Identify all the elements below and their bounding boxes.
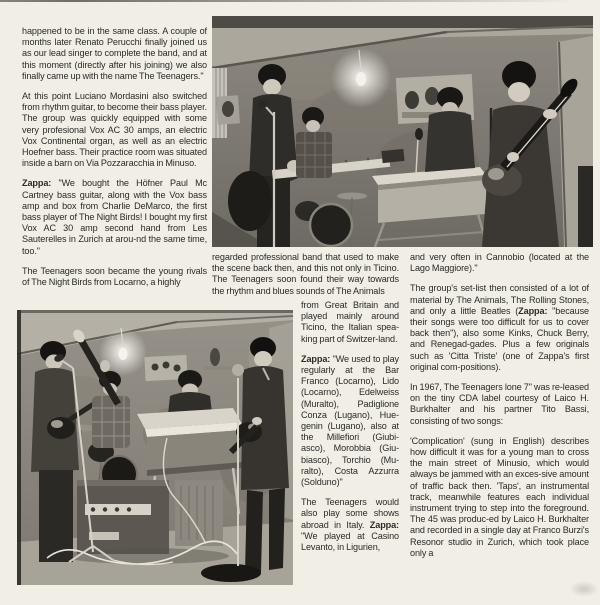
text-column-middle-narrow xyxy=(301,300,399,553)
band-photo-rehearsal xyxy=(17,310,293,585)
guitar-body xyxy=(482,164,522,196)
paragraph: In 1967, The Teenagers lone 7" was re-leased on the tiny CDA label courtesy of Laico H. Burkhalter and his partner Tito Bassi, consisting of two songs: xyxy=(410,382,589,426)
paragraph: At this point Luciano Mordasini also switched from rhythm guitar, to become their bass player. The group was quickly equipped with some very profesional Vox AC 30 amps, an electric Vox Continental organ, as well as an electric Hoefner bass. Their practice room was situated inside a barn on Via Pozzaracchia in Minuso. xyxy=(22,91,207,169)
band-photo-bottom-illustration xyxy=(17,310,293,585)
scan-edge-artifact xyxy=(0,0,600,2)
paragraph: 'Complication' (sung in English) describes how difficult it was for a young man to cross the main street of Minusio, which would always be jammed with an exces-sive amount of traffic back then. 'Taps', an instrumental track, meanwhile features each individual instrument trying to step into the foreground. The 45 was produc-ed by Laico H. Burkhalter and recorded in a single day at Franco Burzi's Resonor studio in Zurich, which took place only a xyxy=(410,435,589,558)
light-bulb xyxy=(356,72,366,86)
text-column-middle-wide xyxy=(212,252,399,297)
light-bulb xyxy=(119,348,128,360)
microphone xyxy=(232,364,244,376)
paragraph: and very often in Cannobio (located at the Lago Maggiore)." xyxy=(410,252,589,274)
band-photo-practice-room xyxy=(212,16,593,247)
amplifier xyxy=(578,166,593,247)
paragraph: from Great Britain and played mainly around Ticino, the Italian spea-king part of Switzer-land. xyxy=(301,300,399,344)
paragraph: The Teenagers soon became the young rivals of The Night Birds from Locarno, a highly xyxy=(22,265,207,288)
paragraph: The Teenagers would also play some shows abroad in Italy. Zappa: "We played at Casino Levanto, in Ligurien, xyxy=(301,497,399,553)
paragraph: happened to be in the same class. A couple of months later Renato Perucchi finally joined us as our lead singer to complete the band, and at this moment (directly after his joining) we also finally came up with the name The Teenagers." xyxy=(22,26,207,81)
amplifier-right xyxy=(175,480,223,546)
paragraph: Zappa: "We bought the Höfner Paul Mc Cartney bass guitar, along with the Vox bass amp and box from Charlie DeMarco, the first bass player of The Night Birds! I bought my first Vox AC 30 amp second hand from Les Sauterelles in Zurich at arou-nd the same time, too." xyxy=(22,178,207,256)
paragraph: Zappa: "We used to play regularly at the Bar Franco (Locarno), Lido (Locarno), Edelweiss (Muralto), Padiglione Conza (Lugano), Hue-genin (Lugano), also at the Millefiori (Giubi-asco), Morobbia (Giu-biasco), Torchio (Mu-ralto), Costa Azzurra (Solduno)" xyxy=(301,353,399,488)
text-column-right xyxy=(410,252,589,559)
microphone xyxy=(415,128,423,140)
text-column-left xyxy=(22,26,207,288)
guitar-body xyxy=(228,171,272,231)
paragraph: The group's set-list then consisted of a lot of material by The Animals, The Rolling Stones, and only a little Beatles (Zappa: "because their songs were too difficult for us to cover back then"), also some Kinks, Chuck Berry, and Renegad-gades. Plus a few originals such as 'Citta Triste' (one of Zappa's first original com-positions). xyxy=(410,283,589,372)
band-photo-top-illustration xyxy=(212,16,593,247)
scan-smudge-artifact xyxy=(569,581,599,597)
amplifier-left xyxy=(77,480,169,554)
paragraph: regarded professional band that used to make the scene back then, and this not only in Ticino. The Teenagers soon found their way towards the rhythm and blues sounds of The Animals xyxy=(212,252,399,296)
